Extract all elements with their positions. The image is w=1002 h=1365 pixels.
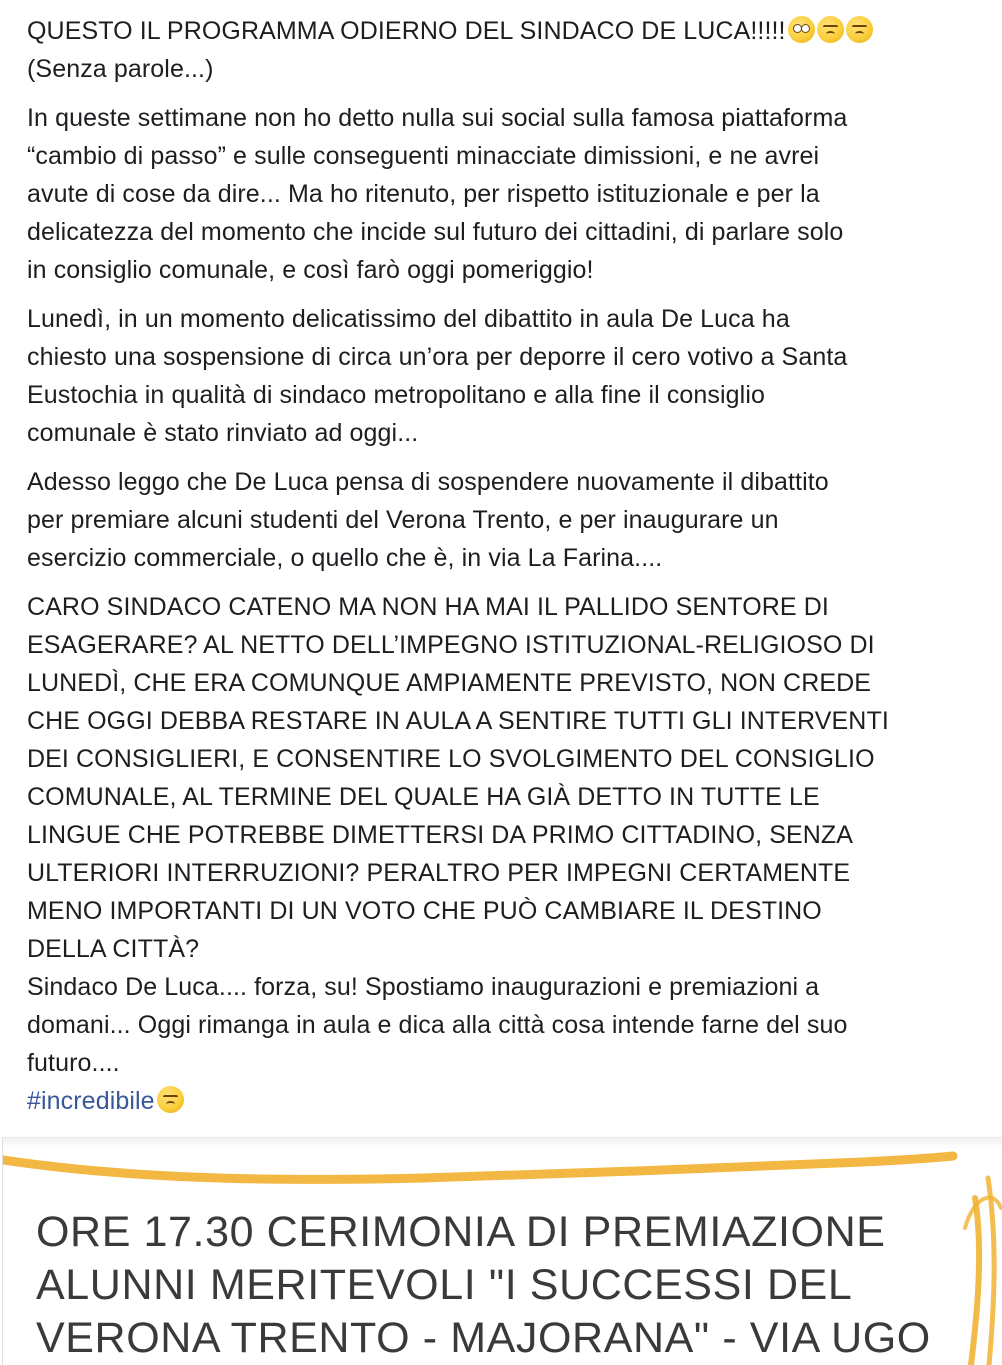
hashtag-link[interactable]: #incredibile: [27, 1087, 155, 1115]
paragraph-line: COMUNALE, AL TERMINE DEL QUALE HA GIÀ DETTO IN TUTTE LE: [27, 783, 820, 811]
post-paragraph-3: [27, 463, 982, 577]
paragraph-line: MENO IMPORTANTI DI UN VOTO CHE PUÒ CAMBIARE IL DESTINO: [27, 897, 822, 925]
photo-text-line: ORE 17.30 CERIMONIA DI PREMIAZIONE: [36, 1208, 886, 1256]
paragraph-line: LUNEDÌ, CHE ERA COMUNQUE AMPIAMENTE PREVISTO, NON CREDE: [27, 669, 872, 697]
photo-text: [36, 1206, 931, 1365]
paragraph-line: comunale è stato rinviato ad oggi...: [27, 419, 419, 447]
paragraph-line: futuro....: [27, 1049, 120, 1077]
post-body: [27, 12, 982, 1120]
paragraph-line: delicatezza del momento che incide sul futuro dei cittadini, di parlare solo: [27, 218, 844, 246]
angry-face-emoji-icon: [817, 16, 844, 43]
paragraph-line: esercizio commerciale, o quello che è, in via La Farina....: [27, 544, 663, 572]
paragraph-line: Eustochia in qualità di sindaco metropolitano e alla fine il consiglio: [27, 381, 765, 409]
paragraph-line: ESAGERARE? AL NETTO DELL’IMPEGNO ISTITUZIONAL-RELIGIOSO DI: [27, 631, 875, 659]
paragraph-line: in consiglio comunale, e così farò oggi pomeriggio!: [27, 256, 594, 284]
post-subline: (Senza parole...): [27, 55, 214, 83]
post-headline-line: [27, 12, 982, 50]
post-paragraph-4: [27, 588, 982, 968]
paragraph-line: avute di cose da dire... Ma ho ritenuto, per rispetto istituzionale e per la: [27, 180, 820, 208]
paragraph-line: domani... Oggi rimanga in aula e dica alla città cosa intende farne del suo: [27, 1011, 848, 1039]
post-headline: QUESTO IL PROGRAMMA ODIERNO DEL SINDACO DE LUCA!!!!!: [27, 17, 786, 45]
post-paragraph-5: [27, 968, 982, 1082]
paragraph-line: In queste settimane non ho detto nulla sui social sulla famosa piattaforma: [27, 104, 848, 132]
paragraph-line: chiesto una sospensione di circa un’ora per deporre il cero votivo a Santa: [27, 343, 848, 371]
paragraph-line: Adesso leggo che De Luca pensa di sospendere nuovamente il dibattito: [27, 468, 829, 496]
paragraph-line: “cambio di passo” e sulle conseguenti minacciate dimissioni, e ne avrei: [27, 142, 820, 170]
photo-text-line: ALUNNI MERITEVOLI "I SUCCESSI DEL: [36, 1261, 853, 1309]
angry-face-emoji-icon: [157, 1086, 184, 1113]
photo-text-line: VERONA TRENTO - MAJORANA" - VIA UGO: [36, 1314, 931, 1362]
paragraph-line: DELLA CITTÀ?: [27, 935, 200, 963]
attached-photo[interactable]: [2, 1137, 1002, 1365]
paragraph-line: CARO SINDACO CATENO MA NON HA MAI IL PALLIDO SENTORE DI: [27, 593, 829, 621]
paragraph-line: LINGUE CHE POTREBBE DIMETTERSI DA PRIMO CITTADINO, SENZA: [27, 821, 854, 849]
angry-face-emoji-icon: [846, 16, 873, 43]
post-paragraph-1: [27, 99, 982, 289]
post-paragraph-2: [27, 300, 982, 452]
paragraph-line: Lunedì, in un momento delicatissimo del dibattito in aula De Luca ha: [27, 305, 790, 333]
paragraph-line: CHE OGGI DEBBA RESTARE IN AULA A SENTIRE TUTTI GLI INTERVENTI: [27, 707, 889, 735]
paragraph-line: per premiare alcuni studenti del Verona Trento, e per inaugurare un: [27, 506, 779, 534]
flushed-face-emoji-icon: [788, 16, 815, 43]
paragraph-line: ULTERIORI INTERRUZIONI? PERALTRO PER IMPEGNI CERTAMENTE: [27, 859, 851, 887]
hashtag-line: [27, 1082, 982, 1120]
paragraph-line: Sindaco De Luca.... forza, su! Spostiamo inaugurazioni e premiazioni a: [27, 973, 820, 1001]
paragraph-line: DEI CONSIGLIERI, E CONSENTIRE LO SVOLGIMENTO DEL CONSIGLIO: [27, 745, 875, 773]
